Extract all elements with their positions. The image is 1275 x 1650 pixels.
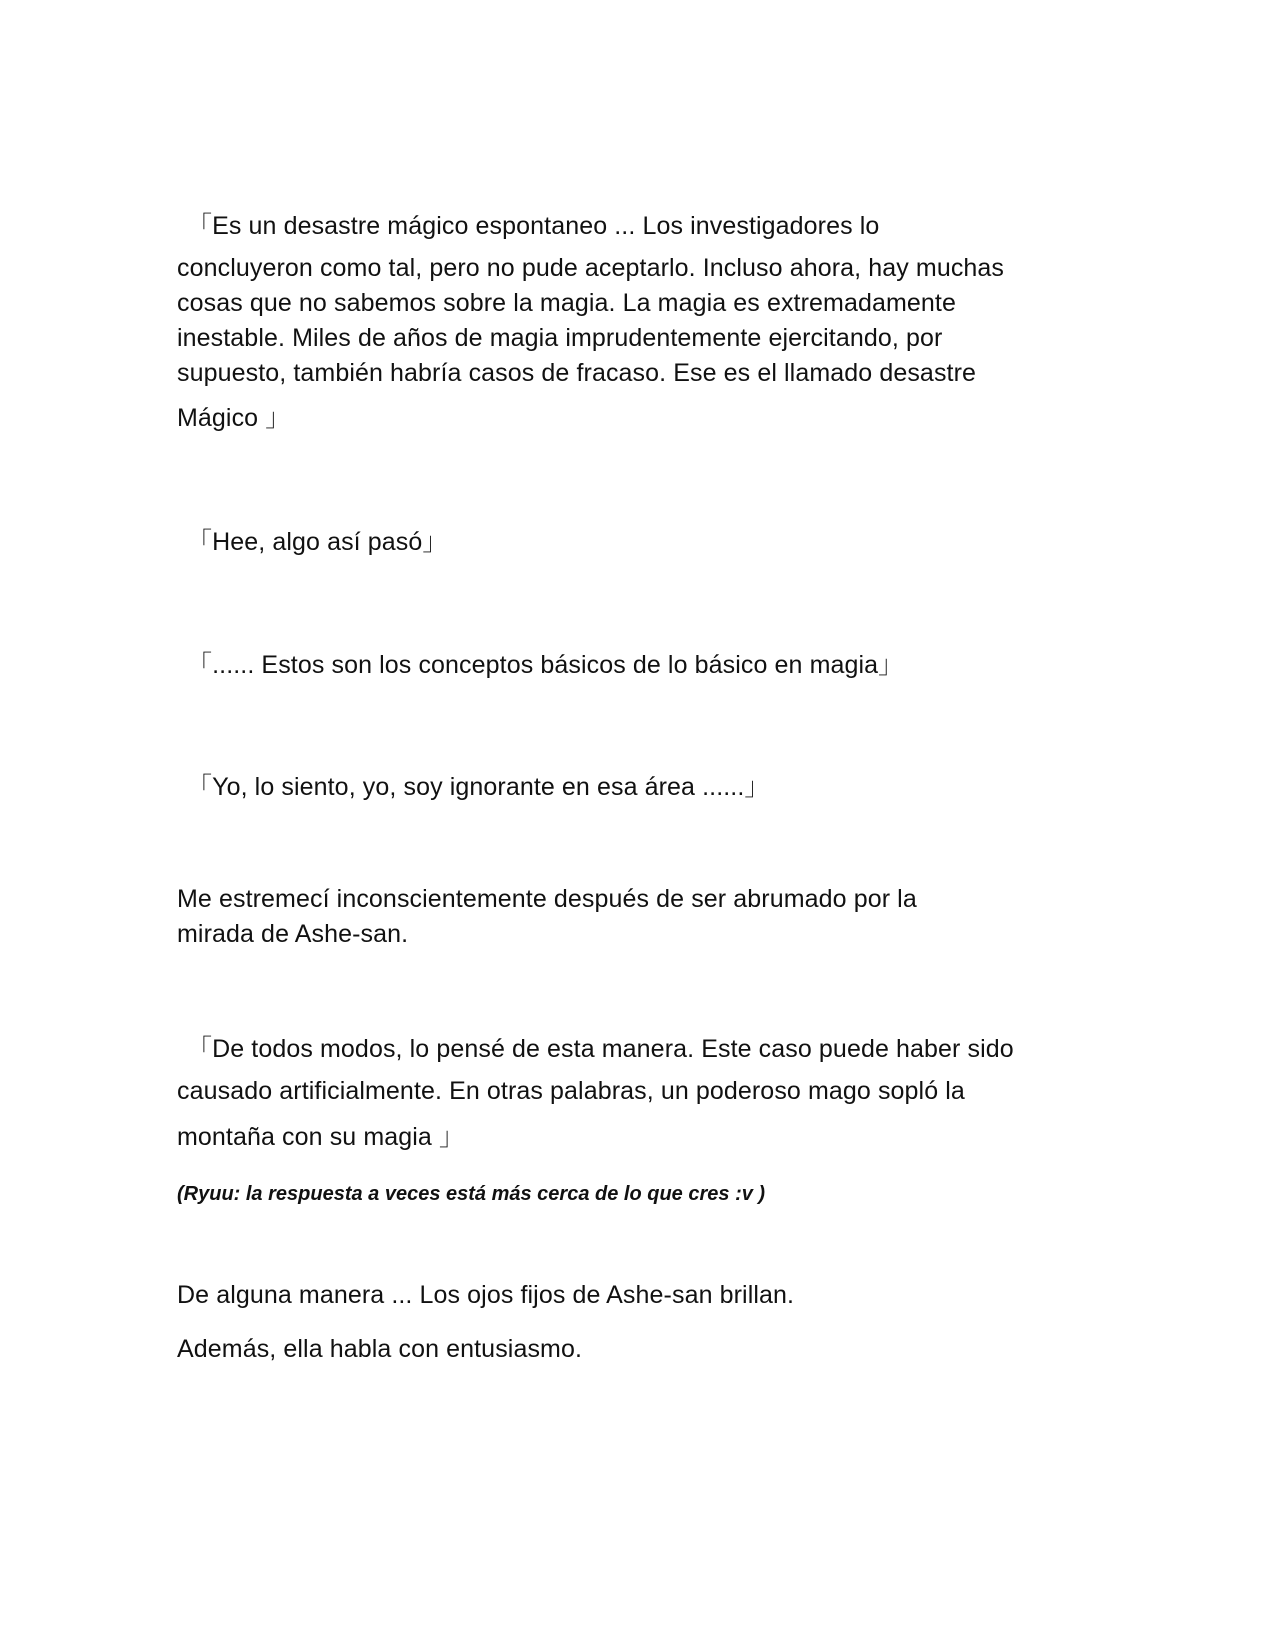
paragraph-1-line-5: supuesto, también habría casos de fracaso. Ese es el llamado desastre — [177, 359, 977, 387]
translator-note: (Ryuu: la respuesta a veces está más cerca de lo que cres :v ) — [177, 1183, 766, 1205]
paragraph-3-line-1: 「...... Estos son los conceptos básicos de lo básico en magia」 — [187, 651, 904, 679]
closing-line-2: Además, ella habla con entusiasmo. — [177, 1335, 583, 1363]
paragraph-2-line-1: 「Hee, algo así pasó」 — [187, 528, 448, 556]
closing-line-1: De alguna manera ... Los ojos fijos de Ashe-san brillan. — [177, 1281, 795, 1309]
paragraph-1-line-6: Mágico 」 — [177, 404, 291, 432]
paragraph-1-line-1: 「Es un desastre mágico espontaneo ... Los investigadores lo — [187, 212, 880, 240]
paragraph-5-line-1: Me estremecí inconscientemente después de ser abrumado por la — [177, 885, 917, 913]
paragraph-1-line-3: cosas que no sabemos sobre la magia. La magia es extremadamente — [177, 289, 956, 317]
paragraph-6-line-3: montaña con su magia 」 — [177, 1123, 465, 1151]
paragraph-6-line-1: 「De todos modos, lo pensé de esta manera. Este caso puede haber sido — [187, 1035, 1014, 1063]
paragraph-1-line-4: inestable. Miles de años de magia imprudentemente ejercitando, por — [177, 324, 943, 352]
paragraph-5-line-2: mirada de Ashe-san. — [177, 920, 409, 948]
paragraph-4-line-1: 「Yo, lo siento, yo, soy ignorante en esa área ......」 — [187, 773, 770, 801]
paragraph-1-line-2: concluyeron como tal, pero no pude aceptarlo. Incluso ahora, hay muchas — [177, 254, 1005, 282]
paragraph-6-line-2: causado artificialmente. En otras palabras, un poderoso mago sopló la — [177, 1077, 965, 1105]
